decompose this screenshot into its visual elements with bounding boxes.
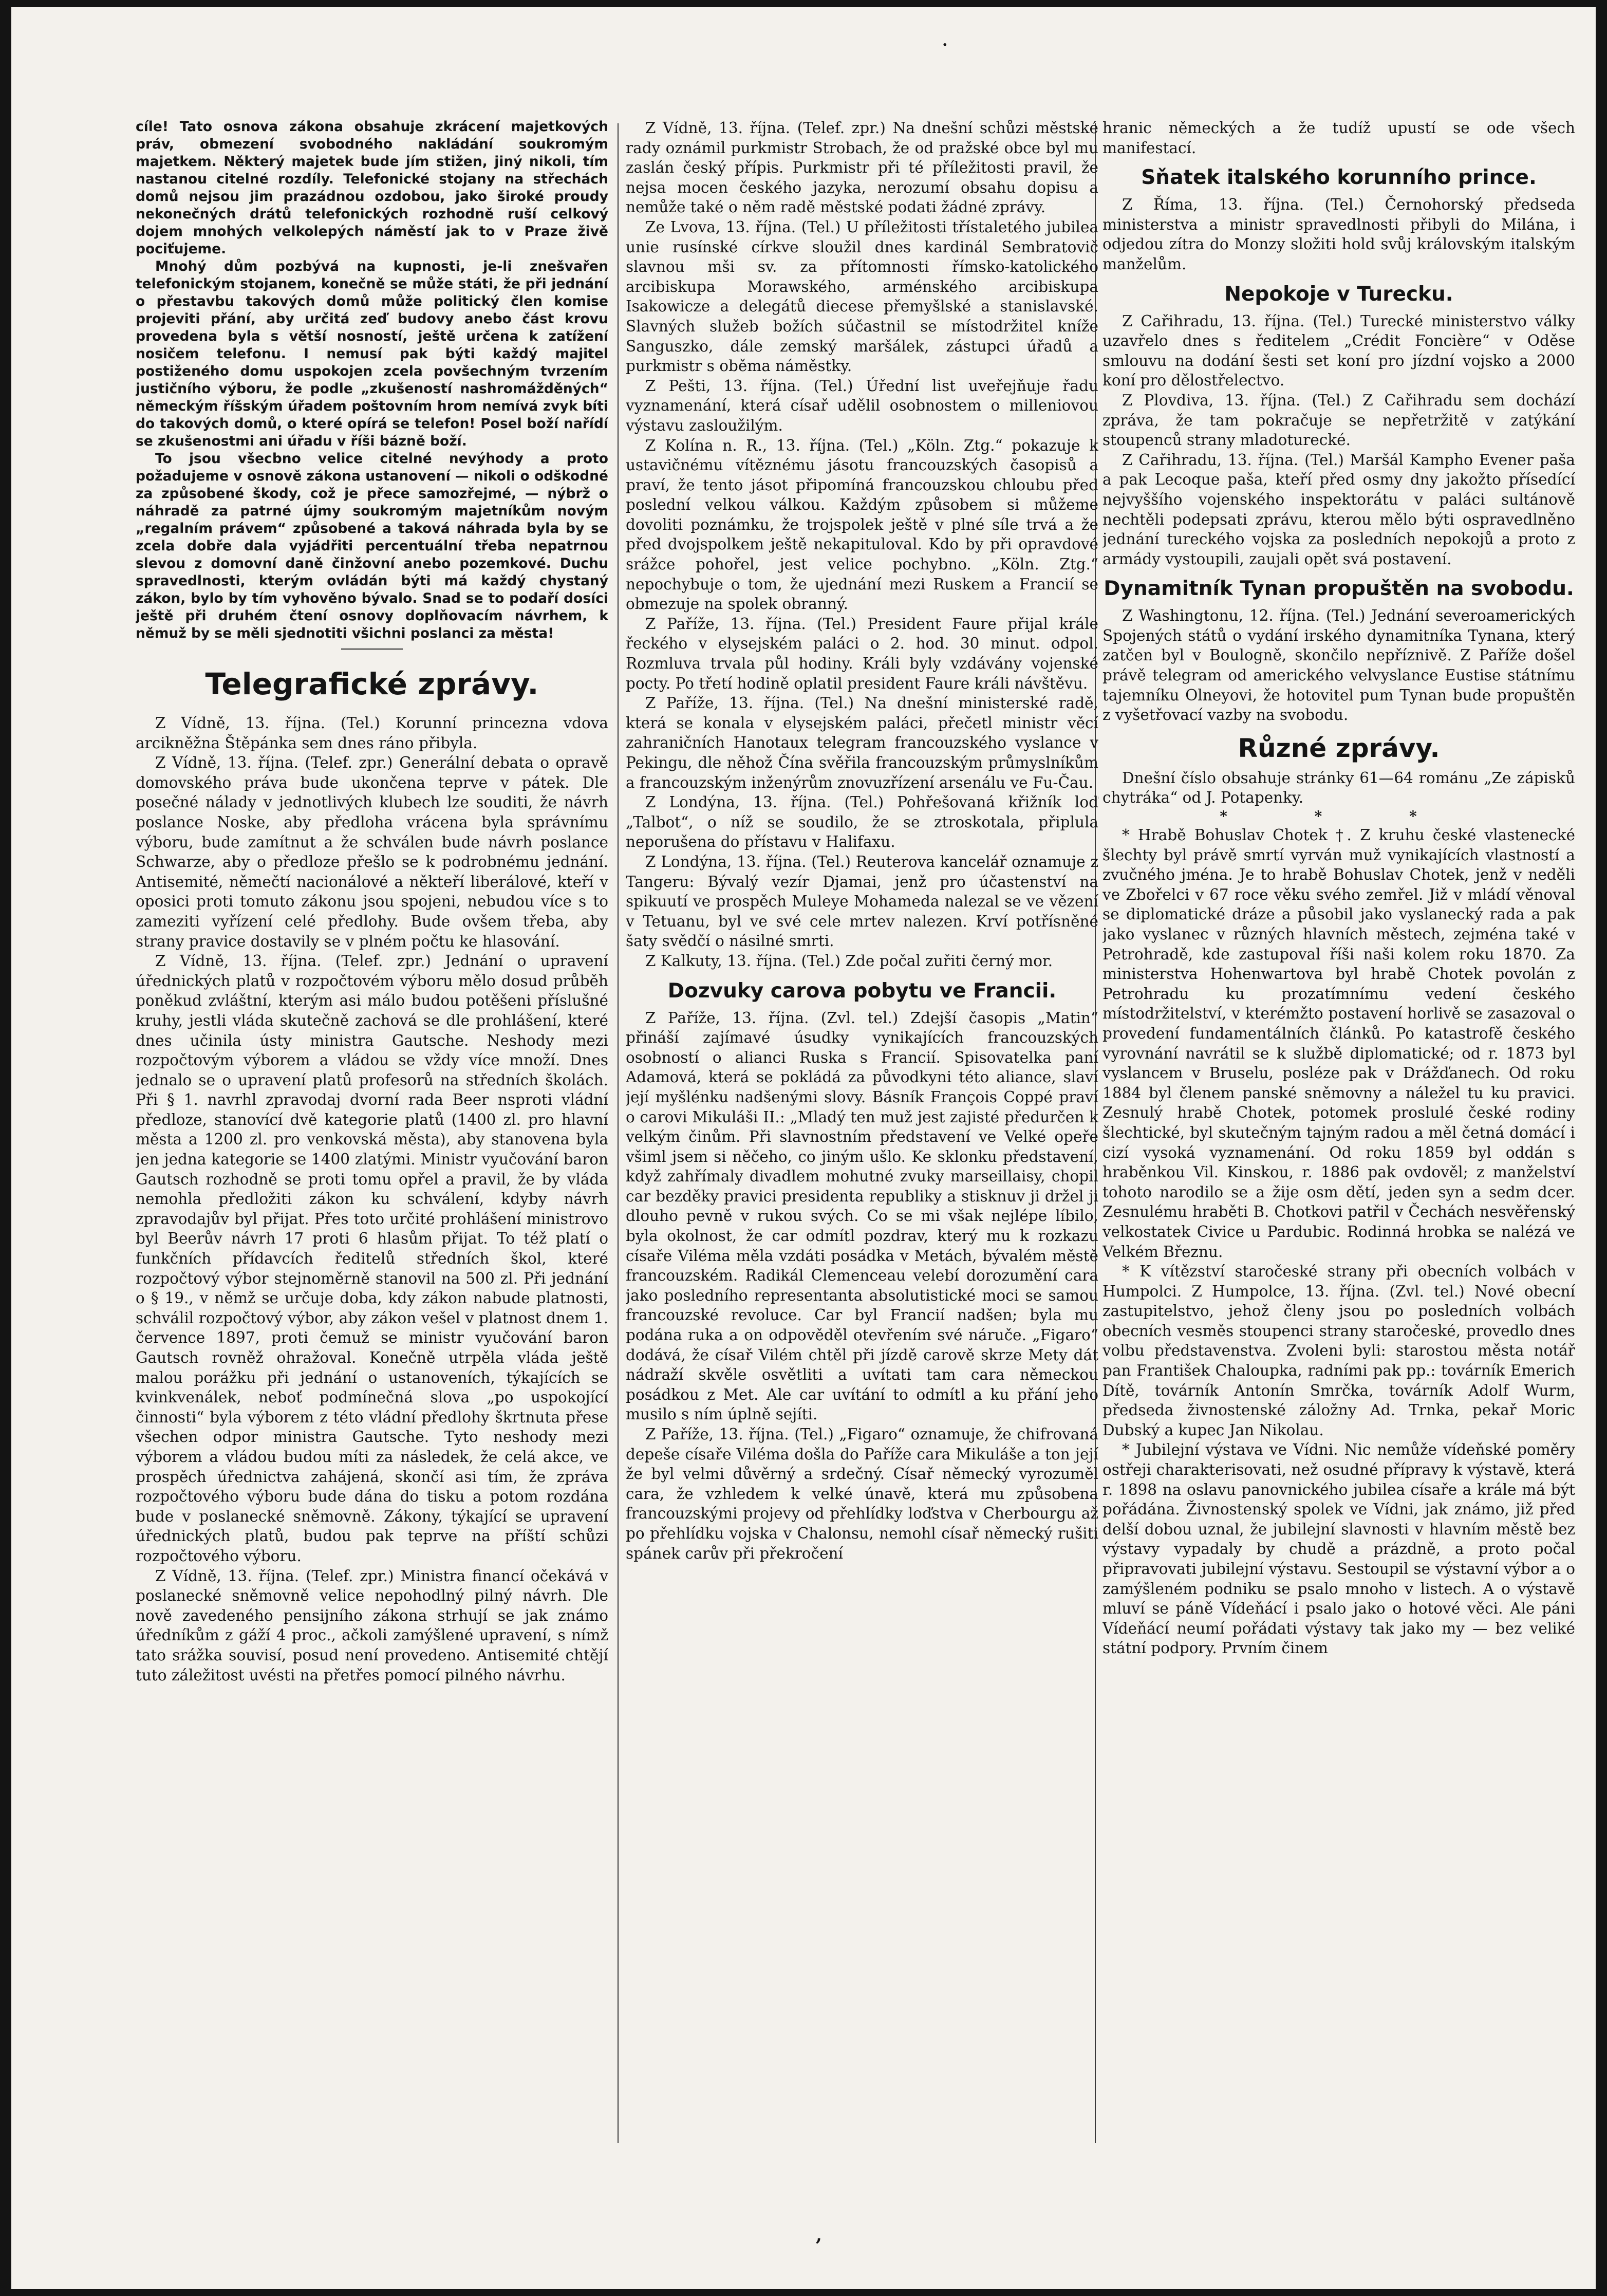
section-heading-nepokoje: Nepokoje v Turecku.: [1224, 282, 1453, 306]
telegram-paragraph: Z Pešti, 13. října. (Tel.) Úřední list uveřejňuje řadu vyznamenání, která císař udělil osobnostem o milleniovou výstavu zasloužilým.: [626, 377, 1098, 434]
telegram-paragraph: Z Vídně, 13. října. (Telef. zpr.) Generální debata o opravě domovského práva bude ukončena teprve v pátek. Dle posečné nálady v jednotlivých klubech lze souditi, že návrh poslance Noske, aby předloha vrácena byla správnímu výboru, bude zamítnut a že schválen bude návrh poslance Schwarze, aby o předloze přešlo se k podrobnému jednání. Antisemité, němečtí nacionálové a někteří liberálové, kteří v oposici proti tomuto zákonu jsou spojeni, nebudou více s to zameziti vyřízení celé předlohy. Bude ovšem třeba, aby strany pravice dostavily se v plném počtu ke hlasování.: [136, 754, 608, 950]
article-paragraph: To jsou všecbno velice citelné nevýhody a proto požadujeme v osnově zákona ustanovení — nikoli o odškodné za způsobené škody, což je přece samozřejmé, — nýbrž o náhradě za patrné újmy soukromým majetníkům novým „regalním právem“ způsobené a taková náhrada byla by se zcela dobře dala vyjádřiti percentuální třeba nepatrnou slevou z domovní daně činžovní anebo pozemkové. Duchu spravedlnosti, kterým ovládán býti má každý chystaný zákon, bylo by tím vyhověno bývalo. Snad se to podaří dosíci ještě při druhém čtení osnovy doplňovacím návrhem, k němuž by se měli sjednotiti všichni poslanci za města!: [136, 451, 608, 641]
telegram-paragraph: Z Vídně, 13. října. (Telef. zpr.) Na dnešní schůzi městské rady oznámil purkmistr Strobach, že od pražské obce byl mu zaslán český přípis. Purkmistr při té příležitosti pravil, že nejsa mocen českého jazyka, nerozumí obsahu dopisu a nemůže také o něm radě městské podati žádné zprávy.: [626, 119, 1098, 216]
article-paragraph: Mnohý dům pozbývá na kupnosti, je-li znešvařen telefonickým stojanem, konečně se může státi, že při jednání o přestavbu takových domů může politický člen komise projeviti přání, aby určitá zeď budovy anebo část krovu provedena byla s větší nosností, ještě určena k zatížení nosičem telefonu. I nemusí pak býti každý majitel postiženého domu uspokojen zcela povšechným tvrzením justičního výboru, že podle „zkušeností nashromážděných“ německým říšským úřadem poštovním hrom nemívá zvyk bíti do takových domů, o které opírá se telefon! Posel boží nařídí se zkušenostmi ani úřadu v říši bázně boží.: [136, 258, 608, 449]
section-heading-dozvuky: Dozvuky carova pobytu ve Francii.: [667, 979, 1057, 1003]
column-1: [136, 118, 608, 2163]
telegram-paragraph: Z Paříže, 13. října. (Zvl. tel.) Zdejší časopis „Matin“ přináší zajímavé úsudky vynikajících francouzských osobností o alianci Ruska s Francií. Spisovatelka paní Adamová, která se pokládá za původkyni této aliance, slaví její myšlénku nadšenými slovy. Básník François Coppé praví o carovi Mikuláši II.: „Mladý ten muž jest zajisté předurčen k velkým činům. Při slavnostním představení ve Velké opeře všiml jsem si něčeho, co jiným ušlo. Ke sklonku představení, když zahřímaly divadlem mohutné zvuky marseillaisy, chopil car bezděky pravici presidenta republiky a stisknuv ji držel ji dlouho pevně v rukou svých. Co se mi však nejlépe líbilo, byla okolnost, že car odmítl pozdrav, který mu k rozkazu císaře Viléma měla vzdáti posádka v Metách, bývalém městě francouzském. Radikál Clemenceau velebí dorozumění cara jako posledního representanta absolutistické moci se samou francouzské revoluce. Car byl Francií nadšen; byla mu podána ruka a on odpověděl otevřením své náruče. „Figaro“ dodává, že císař Vilém chtěl při jízdě carově skrze Mety dát nádraží skvěle osvětliti a uvítati tam cara německou posádkou z Met. Ale car uvítání to odmítl a ku přání jeho musilo s ním úplně sejíti.: [626, 1009, 1098, 1423]
telegram-paragraph: Z Londýna, 13. října. (Tel.) Reuterova kancelář oznamuje z Tangeru: Bývalý vezír Djamai, jenž pro účastenství na spikuutí ve prospěch Muleye Mohameda nalezal se ve vězení v Tetuanu, byl ve své cele mrtev nalezen. Krví potřísněné šaty svědčí o násilné smrti.: [626, 853, 1098, 950]
telegram-paragraph: Z Plovdiva, 13. října. (Tel.) Z Cařihradu sem dochází zpráva, že tam pokračuje se nepřetržitě v zatýkání stoupenců strany mladoturecké.: [1103, 391, 1575, 449]
news-paragraph: * Hrabě Bohuslav Chotek †. Z kruhu české vlastenecké šlechty byl právě smrtí vyrván muž vynikajících vlastností a zvučného jména. Je to hrabě Bohuslav Chotek, jenž v neděli ve Zbořelci v 67 roce věku svého zemřel. Již v mládí věnoval se diplomatické dráze a působil jako vyslanecký rada a pak jako vyslanec v různých hlavních městech, zejména také v Petrohradě, kde zastupoval říši naši kolem roku 1870. Za ministerstva Hohenwartova byl hrabě Chotek povolán z Petrohradu ku prozatímnímu vedení českého místodržitelství, v kterémžto postavení horlivě se zasazoval o provedení fundamentálních článků. Po katastrofě českého vyrovnání navrátil se k službě diplomatické; od r. 1873 byl vyslancem v Bruselu, posléze pak v Drážďanech. Od roku 1884 byl členem panské sněmovny a náležel tu ku pravici. Zesnulý hrabě Chotek, potomek proslulé české rodiny šlechtické, byl skutečným tajným radou a měl četná domácí i cizí vysoká vyznamenání. Od roku 1859 byl oddán s hraběnkou Vil. Kinskou, r. 1886 pak ovdověl; z manželství tohoto narodilo se a žije osm dětí, jeden syn a sedm dcer. Zesnulému hraběti B. Chotkovi patřil v Čechách nesvěřenský velkostatek Civice u Pardubic. Rodinná hrobka se nalézá ve Velkém Březnu.: [1103, 826, 1575, 1261]
page-dot-mark: ·: [942, 36, 948, 54]
news-paragraph: Dnešní číslo obsahuje stránky 61—64 románu „Ze zápisků chytráka“ od J. Potapenky.: [1103, 769, 1575, 807]
column-3: [1103, 118, 1575, 2163]
telegram-paragraph: Z Kolína n. R., 13. října. (Tel.) „Köln. Ztg.“ pokazuje k ustavičnému vítěznému jásotu francouzských časopisů a praví, že tento jásot připomíná francouzskou chloubu před poslední velkou válkou. Každým způsobem si můžeme dovoliti poznámku, že trojspolek ještě v plné síle trvá a že před dvojspolkem ještě nekapituloval. Kdo by při opravdové srážce pohořel, jest velice pochybno. „Köln. Ztg.“ nepochybuje o tom, že ujednání mezi Ruskem a Francií se obmezuje na spolek obranný.: [626, 436, 1098, 613]
telegram-paragraph: Z Paříže, 13. října. (Tel.) „Figaro“ oznamuje, že chifrovaná depeše císaře Viléma došla do Paříže cara Mikuláše a ton její že byl velmi důvěrný a srdečný. Císař německý vyrozuměl cara, že vzhledem k velké únavě, která mu způsobena francouzskými projevy od přehlídky loďstva v Cherbourgu až po přehlídku vojska v Chalonsu, nemohl císař německý rušiti spánek carův při překročení: [626, 1425, 1098, 1562]
telegram-paragraph: Z Cařihradu, 13. října. (Tel.) Maršál Kampho Evener paša a pak Lecoque paša, kteří před osmy dny jakožto přísedící nejvyššího vojenského inspektorátu v paláci sultánově nechtěli podepsati zprávu, kterou mělo býti ospravedlněno jednání tureckého vojska za posledních nepokojů a proto z armády vystoupili, zaujali opět svá postavení.: [1103, 451, 1575, 568]
news-paragraph: * K vítězství staročeské strany při obecních volbách v Humpolci. Z Humpolce, 13. října. (Zvl. tel.) Nové obecní zastupitelstvo, jehož členy jsou po posledních volbách obecních vesměs stoupenci strany staročeské, provedlo dnes volbu představenstva. Zvoleni byli: starostou města notář pan František Chaloupka, radními pak pp.: továrník Emerich Dítě, továrník Antonín Smrčka, továrník Adolf Wurm, předseda živnostenské záložny Ad. Trnka, pekař Moric Dubský a kupec Jan Nikolau.: [1103, 1263, 1575, 1439]
column-rule-1: [618, 123, 619, 2143]
telegram-paragraph: Z Říma, 13. října. (Tel.) Černohorský předseda ministerstva a ministr spravedlnosti přibyli do Milána, i odjedou zítra do Monzy složiti hold svůj královským italským manželům.: [1103, 196, 1575, 273]
page-comma-mark: ,: [816, 2225, 822, 2246]
newspaper-page: [11, 7, 1596, 2289]
column-2: [626, 118, 1098, 2163]
stars-separator: * * *: [1220, 808, 1458, 825]
telegram-paragraph: Ze Lvova, 13. října. (Tel.) U příležitosti třístaletého jubilea unie rusínské církve sloužil dnes kardinál Sembratovič slavnou mši sv. za přítomnosti římsko-katolického arcibiskupa Morawského, arménského arcibiskupa Isakowicze a delegátů diecese přemyšlské a stanislavské. Slavných služeb božích súčastnil se místodržitel kníže Sanguszko, dále zemský maršálek, zástupci úřadů a purkmistr s oběma náměstky.: [626, 218, 1098, 375]
telegram-paragraph: Z Vídně, 13. října. (Tel.) Korunní princezna vdova arcikněžna Štěpánka sem dnes ráno přibyla.: [136, 714, 608, 752]
section-divider: [341, 649, 403, 650]
section-heading-snatek: Sňatek italského korunního prince.: [1141, 166, 1537, 190]
telegram-paragraph: Z Paříže, 13. října. (Tel.) Na dnešní ministerské radě, která se konala v elysejském paláci, přečetl ministr věcí zahraničních Hanotaux telegram francouzského vyslance v Pekingu, dle něhož Čína svěřila francouzským průmyslníkům a francouzským inženýrům znovuzřízení arsenálu ve Fu-Čau.: [626, 694, 1098, 791]
telegram-paragraph: Z Paříže, 13. října. (Tel.) President Faure přijal krále řeckého v elysejském paláci o 2. hod. 30 minut. odpol. Rozmluva trvala půl hodiny. Králi byly vzdávány vojenské pocty. Po třetí hodině oplatil president Faure králi návštěvu.: [626, 615, 1098, 692]
telegram-paragraph: Z Kalkuty, 13. října. (Tel.) Zde počal zuřiti černý mor.: [645, 952, 1053, 970]
section-heading-ruzne: Různé zprávy.: [1238, 733, 1440, 763]
telegram-paragraph: Z Londýna, 13. října. (Tel.) Pohřešovaná křižník loď „Talbot“, o níž se soudilo, že se ztroskotala, připlula neporušena do přístavu v Halifaxu.: [626, 793, 1098, 851]
news-paragraph: * Jubilejní výstava ve Vídni. Nic nemůže vídeňské poměry ostřeji charakterisovati, než osudné přípravy k výstavě, která r. 1898 na oslavu panovnického jubilea císaře a krále má být pořádána. Živnostenský spolek ve Vídni, jak známo, již před delší dobou uznal, že jubilejní slavnosti v hlavním městě bez výstavy vypadaly by chudě a prázdně, a proto počal připravovati jubilejní výstavu. Sestoupil se výstavní výbor a o zamýšleném podniku se psalo mnoho v listech. A o výstavě mluví se páně Vídeňácí i psalo jako o hotové věci. Ale páni Vídeňácí neumí pořádati výstavy tak jako my — bez veliké státní podpory. Prvním činem: [1103, 1441, 1575, 1657]
section-heading-dynamitnik: Dynamitník Tynan propuštěn na svobodu.: [1104, 577, 1574, 601]
telegram-paragraph: hranic německých a že tudíž upustí se ode všech manifestací.: [1103, 119, 1575, 157]
telegram-paragraph: Z Vídně, 13. října. (Telef. zpr.) Jednání o upravení úřednických platů v rozpočtovém výboru mělo dosud průběh poněkud zvláštní, kterým asi málo budou potěšeni příslušné kruhy, jestli vláda skutečně zachová se dle prohlášení, které dnes učinila ústy ministra Gautsche. Neshody mezi rozpočtovým výborem a vládou se vždy více množí. Dnes jednalo se o upravení platů profesorů na středních školách. Při § 1. navrhl zpravodaj dvorní rada Beer nsproti vládní předloze, stanovící dvě kategorie platů (1400 zl. pro hlavní města a 1200 zl. pro venkovská města), aby stanovena byla jen jedna kategorie se 1400 zlatými. Ministr vyučování baron Gautsch rozhodně se proti tomu opřel a pravil, že by vláda nemohla předložiti zákon ku schválení, kdyby návrh zpravodajův byl přijat. Přes toto určité prohlášení ministrovo byl Beerův návrh 17 proti 6 hlasům přijat. To též platí o funkčních přídavcích ředitelů středních škol, které rozpočtový výbor stejnoměrně stanovil na 500 zl. Při jednání o § 19., v němž se určuje doba, kdy zákon nabude platnosti, schválil rozpočtový výbor, aby zákon vešel v platnost dnem 1. července 1897, proti čemuž se ministr vyučování baron Gautsch rovněž ohražoval. Konečně utrpěla vláda ještě malou porážku při jednání o ustanoveních, týkajících se kvinkvenálek, neboť podmínečná slova „po uspokojící činnosti“ byla výborem z této vládní předlohy škrtnuta přese všechen odpor ministra Gautsche. Tyto neshody mezi výborem a vládou budou míti za následek, že celá akce, ve prospěch úřednictva zahájená, skončí asi tím, že zpráva rozpočtového výboru bude dána do tisku a potom rozdána bude v poslanecké sněmovně. Zákony, týkající se upravení úřednických platů, budou pak teprve na příští schůzi rozpočtového výboru.: [136, 952, 608, 1565]
article-paragraph: cíle! Tato osnova zákona obsahuje zkrácení majetkových práv, obmezení svobodného nakládání soukromým majetkem. Některý majetek bude jím stižen, jiný nikoli, tím nastanou citelné rozdíly. Telefonické stojany na střechách domů nejsou jim prazádnou ozdobou, jako široké proudy nekonečných drátů telefonických rozhodně ruší celkový dojem mnohých velkolepých náměstí jak to v Praze živě pociťujeme.: [136, 119, 608, 257]
telegram-paragraph: Z Washingtonu, 12. října. (Tel.) Jednání severoamerických Spojených států o vydání irského dynamitníka Tynana, který zatčen byl v Boulogně, skončilo nepříznivě. Z Paříže došel právě telegram od amerického velvyslance Eustise státnímu tajemníku Olneyovi, že hotovitel pum Tynan bude propuštěn z vyšetřovací vazby na svobodu.: [1103, 607, 1575, 724]
section-heading-telegraficke: Telegrafické zprávy.: [205, 666, 539, 701]
telegram-paragraph: Z Cařihradu, 13. října. (Tel.) Turecké ministerstvo války uzavřelo dnes s ředitelem „Crédit Foncière“ v Oděse smlouvu na dodání šesti set koní pro jízdní vojsko a 2000 koní pro dělostřelectvo.: [1103, 312, 1575, 390]
telegram-paragraph: Z Vídně, 13. října. (Telef. zpr.) Ministra financí očekává v poslanecké sněmovně velice nepohodlný pilný návrh. Dle nově zavedeného pensijního zákona strhují se jak známo úředníkům z gáží 4 proc., ačkoli zamýšlené upravení, s nímž tato srážka souvisí, posud není provedeno. Antisemité chtějí tuto záležitost uvésti na přetřes pomocí pilného návrhu.: [136, 1567, 608, 1684]
